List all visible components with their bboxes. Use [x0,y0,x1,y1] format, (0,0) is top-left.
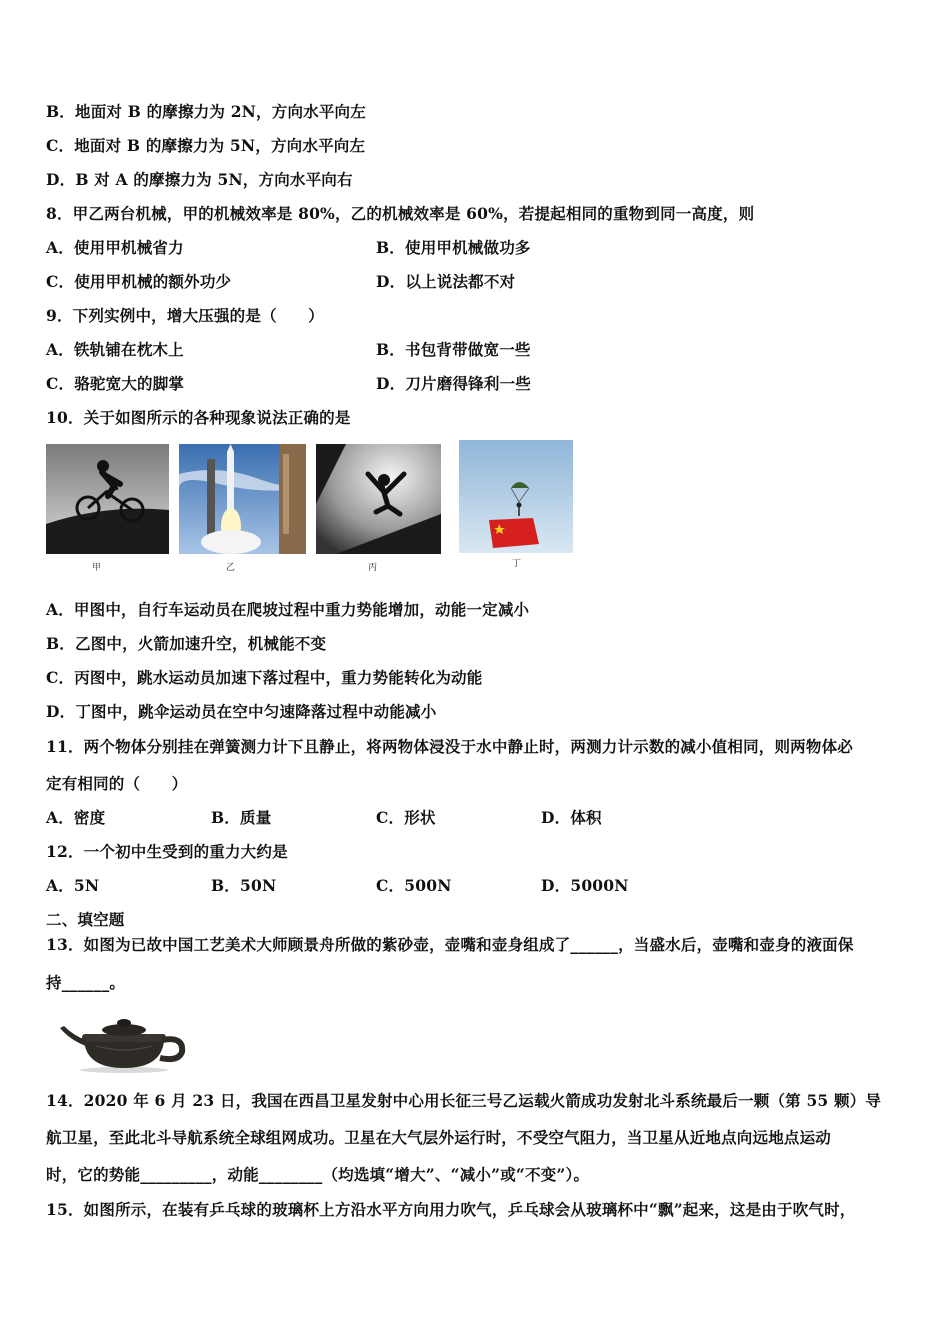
q11-option-a: A．密度 [46,808,106,827]
caption-yi: 乙 [226,563,236,573]
caption-jia: 甲 [92,563,102,573]
parachute-photo [459,440,573,553]
q12-option-d: D．5000N [541,876,629,895]
q9-option-d: D．刀片磨得锋利一些 [376,374,531,393]
q10-option-a: A．甲图中，自行车运动员在爬坡过程中重力势能增加，动能一定减小 [46,600,530,619]
q12-option-c: C．500N [376,876,452,895]
diver-photo [316,444,441,554]
q8-option-d: D．以上说法都不对 [376,272,516,291]
caption-ding: 丁 [512,559,522,569]
q7-option-b: B．地面对 B 的摩擦力为 2N，方向水平向左 [46,102,366,121]
caption-bing: 丙 [368,563,378,573]
q10-option-c: C．丙图中，跳水运动员加速下落过程中，重力势能转化为动能 [46,668,483,687]
q8-option-b: B．使用甲机械做功多 [376,238,531,257]
q10-option-d: D．丁图中，跳伞运动员在空中匀速降落过程中动能减小 [46,702,437,721]
q14-line3: 时，它的势能_________，动能________（均选填“增大”、“减小”或“不变”）。 [46,1165,590,1184]
teapot-photo [56,1010,192,1074]
q14-line1: 14．2020 年 6 月 23 日，我国在西昌卫星发射中心用长征三号乙运载火箭成功发射北斗系统最后一颗（第 55 颗）导 [46,1091,882,1110]
q10-stem: 10．关于如图所示的各种现象说法正确的是 [46,408,351,427]
q8-stem: 8．甲乙两台机械，甲的机械效率是 80%，乙的机械效率是 60%，若提起相同的重物到同一高度，则 [46,204,755,223]
cyclist-photo [46,444,169,554]
q9-option-c: C．骆驼宽大的脚掌 [46,374,185,393]
q12-stem: 12．一个初中生受到的重力大约是 [46,842,288,861]
section-heading-fill-in: 二、填空题 [46,910,125,929]
q11-stem-line1: 11．两个物体分别挂在弹簧测力计下且静止，将两物体浸没于水中静止时，两测力计示数的减小值相同，则两物体必 [46,737,853,756]
q11-option-d: D．体积 [541,808,602,827]
q7-option-c: C．地面对 B 的摩擦力为 5N，方向水平向左 [46,136,366,155]
q11-option-c: C．形状 [376,808,436,827]
q12-option-a: A．5N [46,876,100,895]
q8-option-a: A．使用甲机械省力 [46,238,184,257]
q9-option-b: B．书包背带做宽一些 [376,340,531,359]
rocket-photo [179,444,306,554]
q9-stem: 9．下列实例中，增大压强的是（ ） [46,306,324,325]
q10-option-b: B．乙图中，火箭加速升空，机械能不变 [46,634,327,653]
q15-line1: 15．如图所示，在装有乒乓球的玻璃杯上方沿水平方向用力吹气，乒乓球会从玻璃杯中“飘”起来，这是由于吹气时， [46,1200,856,1219]
q13-line1: 13．如图为已故中国工艺美术大师顾景舟所做的紫砂壶，壶嘴和壶身组成了______，当盛水后，壶嘴和壶身的液面保 [46,935,854,954]
q11-stem-line2: 定有相同的（ ） [46,774,188,793]
q12-option-b: B．50N [211,876,277,895]
q11-option-b: B．质量 [211,808,272,827]
q8-option-c: C．使用甲机械的额外功少 [46,272,232,291]
q7-option-d: D．B 对 A 的摩擦力为 5N，方向水平向右 [46,170,353,189]
q9-option-a: A．铁轨铺在枕木上 [46,340,184,359]
q14-line2: 航卫星，至此北斗导航系统全球组网成功。卫星在大气层外运行时，不受空气阻力，当卫星从近地点向远地点运动 [46,1128,832,1147]
q13-line2: 持______。 [46,973,126,992]
